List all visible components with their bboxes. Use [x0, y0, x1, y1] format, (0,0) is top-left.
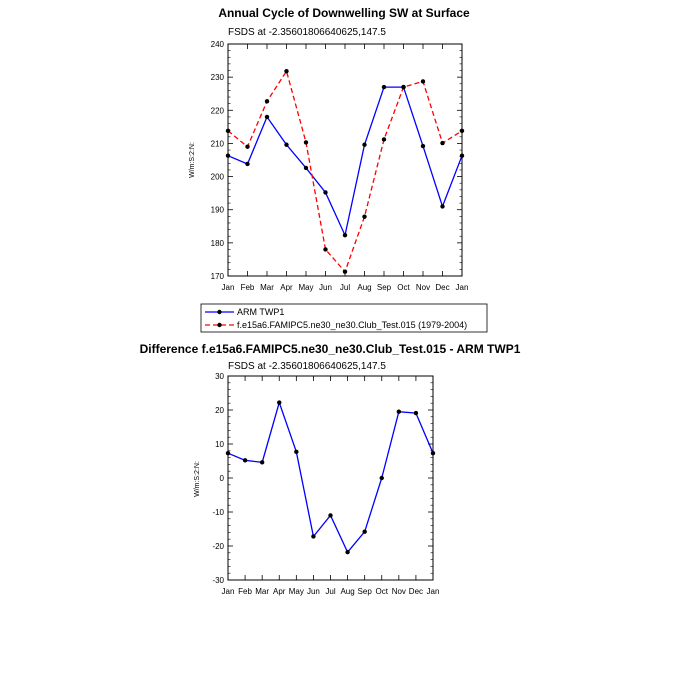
- chart-2-xtick-label: Aug: [340, 587, 355, 596]
- chart-1-series-1-point: [440, 141, 444, 145]
- chart-2-series-0-point: [226, 451, 230, 455]
- chart-2-series-0-point: [397, 410, 401, 414]
- chart-1-series-0-point: [284, 143, 288, 147]
- legend-marker-model: [217, 323, 221, 327]
- legend-marker-arm-twp1: [217, 310, 221, 314]
- chart-1-xtick-label: Dec: [435, 283, 450, 292]
- chart-2-ytick-label: 0: [219, 474, 224, 483]
- chart-2-series-0-point: [243, 458, 247, 462]
- chart-2-series-0-point: [260, 460, 264, 464]
- chart-1-series-1-point: [401, 85, 405, 89]
- chart-1-xtick-label: Nov: [415, 283, 431, 292]
- chart-1-ytick-label: 210: [210, 139, 224, 149]
- chart-2-series-0-point: [328, 513, 332, 517]
- chart-1-series-0-point: [343, 233, 347, 237]
- chart-1-series-1-point: [284, 69, 288, 73]
- chart-2-ytick-label: -30: [212, 576, 224, 585]
- chart-2-frame: [228, 376, 433, 580]
- chart-2-ytick-label: -20: [212, 542, 224, 551]
- chart-2-series-0-point: [311, 534, 315, 538]
- chart-1-ytick-label: 240: [210, 40, 224, 49]
- chart-1-series-0-point: [323, 190, 327, 194]
- chart-2-subtitle: FSDS at -2.35601806640625,147.5: [228, 361, 386, 372]
- chart-2-xtick-label: May: [288, 587, 304, 596]
- chart-2-xtick-label: Apr: [273, 587, 286, 596]
- chart-1-series-0-point: [362, 143, 366, 147]
- chart-1-xtick-label: Jan: [221, 283, 235, 292]
- chart-2-series-0-point: [277, 400, 281, 404]
- chart-2-series-0-point: [345, 550, 349, 554]
- chart-1-ytick-label: 220: [210, 106, 224, 116]
- panel-annual-cycle: [189, 6, 487, 332]
- chart-2-ytick-label: -10: [212, 508, 224, 517]
- chart-1-legend: [201, 304, 487, 332]
- chart-2-ylabel: W/m:S:2:N:: [194, 461, 201, 497]
- chart-1-xtick-label: Jul: [339, 283, 351, 292]
- chart-1-subtitle: FSDS at -2.35601806640625,147.5: [228, 27, 386, 38]
- chart-1-series-0-point: [421, 144, 425, 148]
- chart-1-series-1-line: [228, 71, 462, 272]
- chart-1-ytick-label: 170: [210, 272, 224, 281]
- chart-1-xtick-label: Aug: [357, 283, 372, 292]
- chart-1-series-1-point: [304, 140, 308, 144]
- chart-1-series-1-point: [421, 79, 425, 83]
- chart-2-xtick-label: Sep: [357, 587, 372, 596]
- chart-1-xtick-label: Apr: [280, 283, 293, 292]
- panel-difference: [140, 342, 521, 596]
- chart-1-series-1-point: [226, 129, 230, 133]
- chart-1-series-0-point: [265, 115, 269, 119]
- chart-2-series-0-point: [414, 411, 418, 415]
- chart-2-xtick-label: Dec: [408, 587, 424, 596]
- chart-1-xtick-label: Mar: [260, 283, 274, 292]
- chart-2-ytick-label: 10: [215, 440, 224, 449]
- chart-2-ytick-label: 20: [215, 406, 224, 415]
- chart-2-xtick-label: Jan: [221, 587, 235, 596]
- chart-1-series-0-point: [304, 166, 308, 170]
- chart-1-series-0-point: [245, 162, 249, 166]
- chart-1-series-0-point: [460, 153, 464, 157]
- chart-1-series-1-point: [362, 214, 366, 218]
- chart-2-series-0-point: [380, 476, 384, 480]
- chart-1-series-1-point: [382, 137, 386, 141]
- chart-1-xtick-label: Oct: [397, 283, 410, 292]
- chart-1-series-0-point: [226, 153, 230, 157]
- chart-2-xtick-label: Feb: [238, 587, 252, 596]
- chart-1-ytick-label: 190: [210, 205, 224, 215]
- chart-1-xtick-label: Jun: [319, 283, 332, 292]
- chart-1-title: Annual Cycle of Downwelling SW at Surface: [218, 6, 470, 20]
- chart-1-ytick-label: 180: [210, 238, 224, 248]
- chart-1-series-1-point: [265, 99, 269, 103]
- chart-2-xtick-label: Jan: [426, 587, 440, 596]
- legend-label-arm-twp1: ARM TWP1: [237, 307, 285, 317]
- chart-1-series-0-point: [382, 85, 386, 89]
- chart-1-xtick-label: Sep: [376, 283, 392, 292]
- chart-1-ylabel: W/m:S:2:N:: [189, 142, 196, 178]
- chart-1-series-1-point: [323, 247, 327, 251]
- chart-2-series-0-point: [431, 451, 435, 455]
- chart-2-title: Difference f.e15a6.FAMIPC5.ne30_ne30.Club_Test.015 - ARM TWP1: [139, 342, 521, 356]
- chart-2-xtick-label: Jul: [325, 587, 336, 596]
- chart-2-ytick-label: 30: [215, 372, 224, 381]
- chart-2-series-0-point: [362, 530, 366, 534]
- chart-1-series-0-point: [440, 204, 444, 208]
- chart-2-xtick-label: Nov: [391, 587, 406, 596]
- chart-1-series-1-point: [460, 129, 464, 133]
- chart-2-plot-area: [212, 372, 439, 596]
- chart-1-series-1-point: [245, 145, 249, 149]
- chart-1-series-1-point: [343, 269, 347, 273]
- chart-2-xtick-label: Jun: [306, 587, 320, 596]
- chart-1-ytick-label: 200: [210, 172, 224, 182]
- chart-1-xtick-label: May: [298, 283, 314, 292]
- chart-2-xtick-label: Oct: [375, 587, 388, 596]
- chart-1-xtick-label: Feb: [240, 283, 255, 292]
- chart-2-series-0-line: [228, 403, 433, 553]
- chart-1-ytick-label: 230: [210, 73, 224, 83]
- chart-1-plot-area: [211, 40, 469, 292]
- chart-2-series-0-point: [294, 450, 298, 454]
- legend-label-model: f.e15a6.FAMIPC5.ne30_ne30.Club_Test.015 (1979-2004): [237, 320, 468, 330]
- chart-2-xtick-label: Mar: [255, 587, 270, 596]
- chart-1-xtick-label: Jan: [455, 283, 469, 292]
